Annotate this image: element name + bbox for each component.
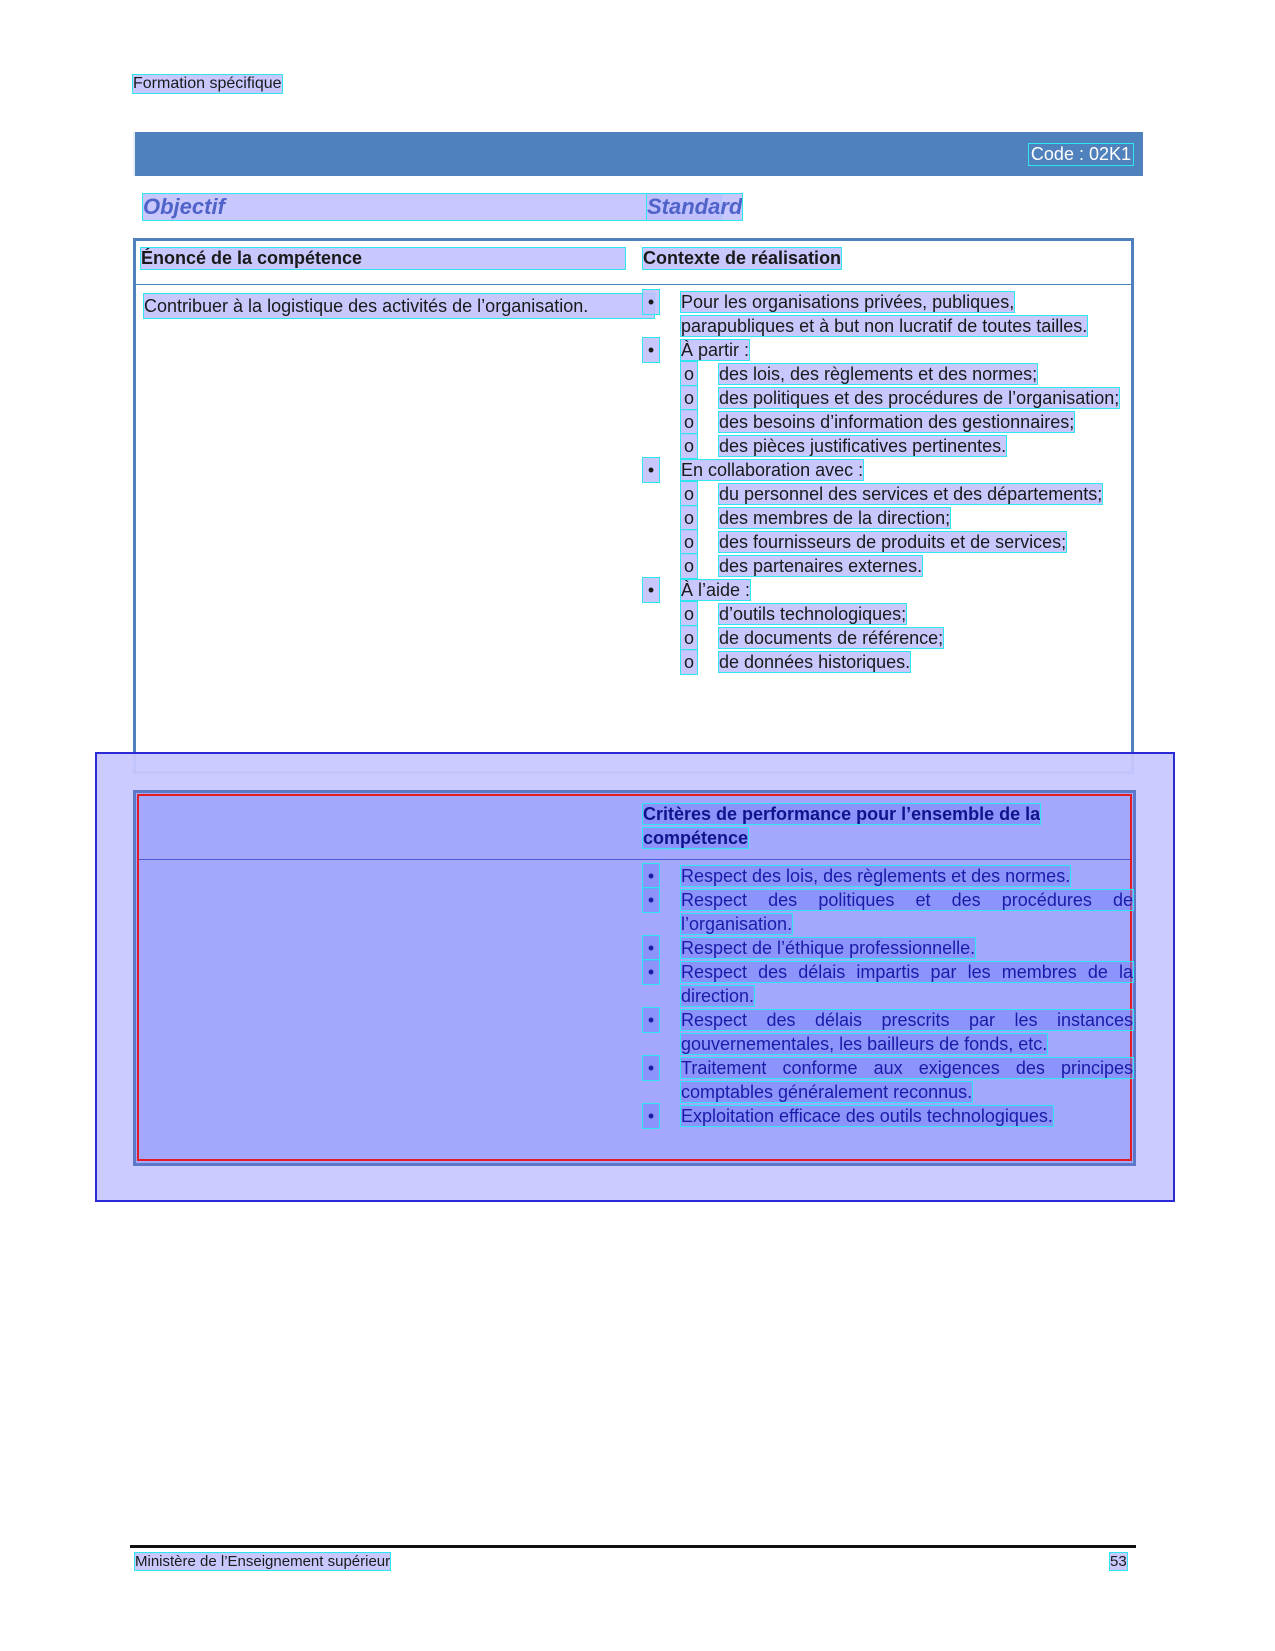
criteria-item [643,960,1133,1008]
context-subitem [643,650,1123,674]
context-subitem [643,554,1123,578]
context-item-text: du personnel des services et des départements; [719,484,1103,504]
bullet-icon: • [643,290,659,314]
context-subitem [643,482,1123,506]
criteria-item [643,864,1133,888]
objectif-heading: Objectif [143,194,721,220]
criteria-item-text: Respect des lois, des règlements et des normes. [681,866,1071,886]
criteria-item-text: Traitement conforme aux exigences des principes comptables généralement reconnus. [681,1058,1133,1102]
contexte-list [643,290,1123,674]
code-band [133,132,1143,176]
criteria-item [643,1056,1133,1104]
criteria-item [643,1008,1133,1056]
sub-bullet-icon: o [681,530,697,554]
context-item-text: des politiques et des procédures de l’organisation; [719,388,1120,408]
context-item-text: Pour les organisations privées, publiques, parapubliques et à but non lucratif de toutes tailles. [681,292,1088,336]
context-subitem [643,386,1123,410]
context-item-text: À partir : [681,340,750,360]
bullet-icon: • [643,578,659,602]
context-item-text: des membres de la direction; [719,508,951,528]
context-item-text: En collaboration avec : [681,460,864,480]
context-subitem [643,506,1123,530]
contexte-heading: Contexte de réalisation [643,248,842,268]
context-item-text: de documents de référence; [719,628,944,648]
enonce-text: Contribuer à la logistique des activités de l’organisation. [144,294,654,318]
context-item-text: des pièces justificatives pertinentes. [719,436,1007,456]
bullet-icon: • [643,458,659,482]
bullet-icon: • [643,1008,659,1032]
context-item [643,458,1123,482]
criteria-item-text: Respect des politiques et des procédures de l’organisation. [681,890,1133,934]
standard-heading: Standard [647,194,743,219]
bullet-icon: • [643,888,659,912]
criteria-item-text: Respect des délais prescrits par les instances gouvernementales, les bailleurs de fonds, etc. [681,1010,1133,1054]
context-item-text: des besoins d’information des gestionnaires; [719,412,1075,432]
context-item [643,578,1123,602]
context-item-text: des lois, des règlements et des normes; [719,364,1038,384]
table-header-rule [136,284,1131,285]
criteria-item-text: Respect de l’éthique professionnelle. [681,938,976,958]
context-item-text: des partenaires externes. [719,556,923,576]
context-item-text: de données historiques. [719,652,911,672]
criteria-item [643,888,1133,936]
bullet-icon: • [643,338,659,362]
bullet-icon: • [643,1056,659,1080]
sub-bullet-icon: o [681,650,697,674]
page-number: 53 [1110,1553,1127,1570]
sub-bullet-icon: o [681,434,697,458]
running-title: Formation spécifique [133,75,282,92]
enonce-heading: Énoncé de la compétence [141,248,625,269]
context-subitem [643,362,1123,386]
footer-rule [130,1545,1136,1548]
bullet-icon: • [643,864,659,888]
sub-bullet-icon: o [681,482,697,506]
bullet-icon: • [643,960,659,984]
criteria-title [643,802,1063,850]
criteria-item-text: Exploitation efficace des outils technologiques. [681,1106,1053,1126]
context-item-text: d’outils technologiques; [719,604,907,624]
sub-bullet-icon: o [681,410,697,434]
criteria-item-text: Respect des délais impartis par les membres de la direction. [681,962,1133,1006]
context-item-text: des fournisseurs de produits et de services; [719,532,1067,552]
criteria-item [643,936,1133,960]
context-subitem [643,530,1123,554]
bullet-icon: • [643,1104,659,1128]
context-subitem [643,434,1123,458]
sub-bullet-icon: o [681,386,697,410]
competency-code: Code : 02K1 [1030,144,1131,164]
sub-bullet-icon: o [681,554,697,578]
sub-bullet-icon: o [681,506,697,530]
criteria-item [643,1104,1133,1128]
context-subitem [643,602,1123,626]
sub-bullet-icon: o [681,362,697,386]
context-item-text: À l’aide : [681,580,751,600]
sub-bullet-icon: o [681,626,697,650]
footer-ministry: Ministère de l’Enseignement supérieur [135,1553,391,1570]
sub-bullet-icon: o [681,602,697,626]
context-subitem [643,410,1123,434]
bullet-icon: • [643,936,659,960]
criteria-title-text: Critères de performance pour l’ensemble de la compétence [643,804,1041,848]
context-item [643,338,1123,362]
context-subitem [643,626,1123,650]
context-item [643,290,1123,338]
criteria-list [643,864,1133,1128]
